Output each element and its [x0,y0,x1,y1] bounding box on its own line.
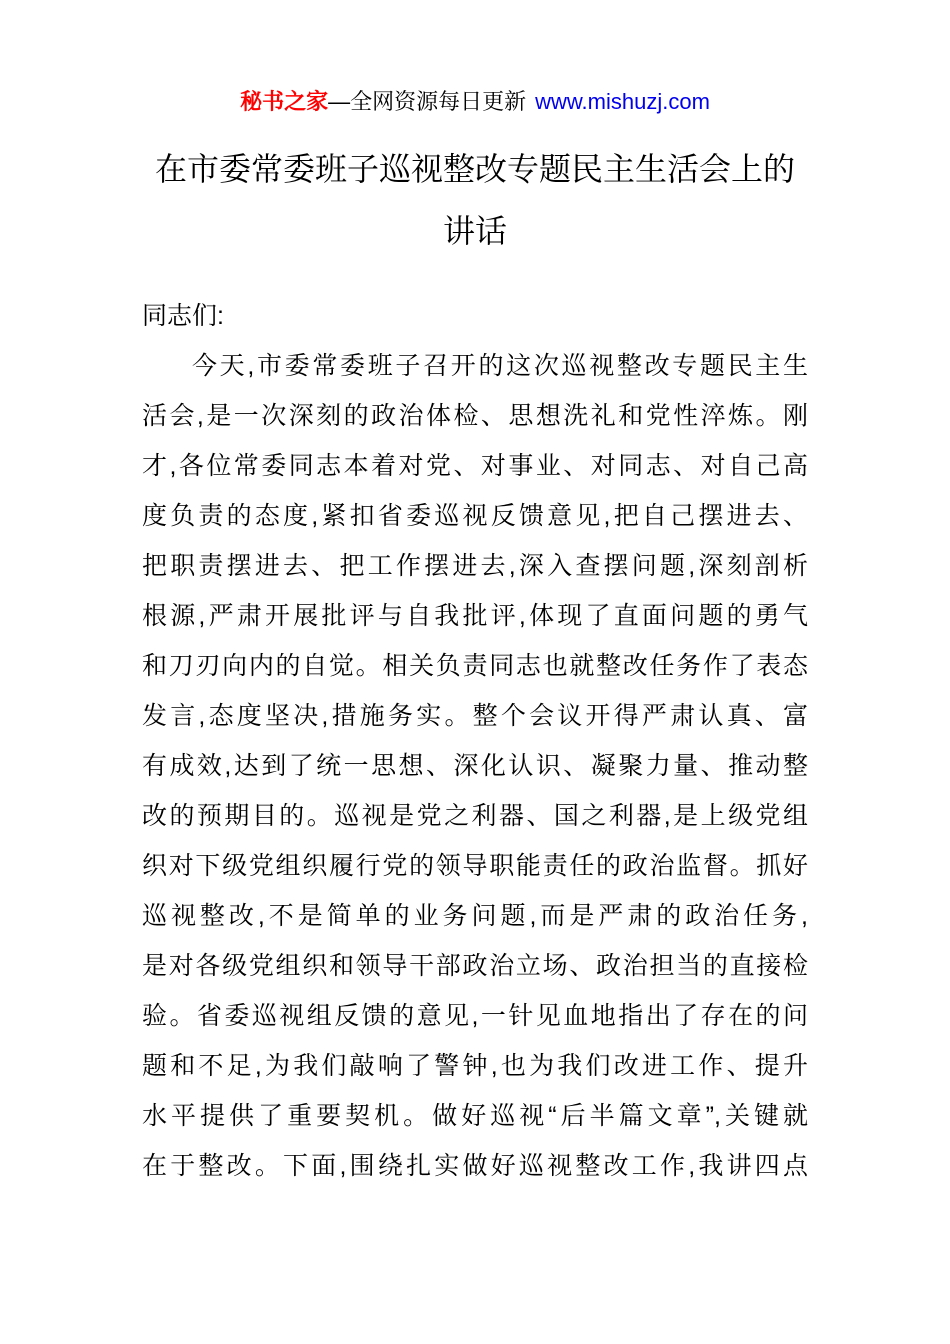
document-body [142,291,808,1191]
paragraph-line: 巡视整改,不是简单的业务问题,而是严肃的政治任务, [142,902,808,930]
paragraph-line: 发言,态度坚决,措施务实。整个会议开得严肃认真、富 [142,702,808,730]
paragraph-line: 今天,市委常委班子召开的这次巡视整改专题民主生 [192,352,808,380]
paragraph-line: 有成效,达到了统一思想、深化认识、凝聚力量、推动整 [142,752,808,780]
header-tagline: —全网资源每日更新 [328,89,527,114]
brand-name: 秘书之家 [240,89,329,114]
paragraph-line: 和刀刃向内的自觉。相关负责同志也就整改任务作了表态 [142,652,808,680]
paragraph-line: 水平提供了重要契机。做好巡视“后半篇文章”,关键就 [142,1102,808,1130]
site-url[interactable]: www.mishuzj.com [535,89,710,114]
paragraph-line: 验。省委巡视组反馈的意见,一针见血地指出了存在的问 [142,1002,808,1030]
paragraph-line: 是对各级党组织和领导干部政治立场、政治担当的直接检 [142,952,808,980]
paragraph-line: 改的预期目的。巡视是党之利器、国之利器,是上级党组 [142,802,808,830]
paragraph-line: 度负责的态度,紧扣省委巡视反馈意见,把自己摆进去、 [142,502,808,530]
paragraph-line: 织对下级党组织履行党的领导职能责任的政治监督。抓好 [142,852,808,880]
paragraph-line: 才,各位常委同志本着对党、对事业、对同志、对自己高 [142,452,808,480]
body-paragraph [142,341,808,1191]
salutation: 同志们: [142,302,224,330]
title-line: 讲话 [442,213,507,249]
title-line: 在市委常委班子巡视整改专题民主生活会上的 [154,151,795,187]
paragraph-line: 活会,是一次深刻的政治体检、思想洗礼和党性淬炼。刚 [142,402,808,430]
watermark-header [0,0,950,115]
paragraph-line: 在于整改。下面,围绕扎实做好巡视整改工作,我讲四点 [142,1152,808,1180]
paragraph-line: 题和不足,为我们敲响了警钟,也为我们改进工作、提升 [142,1052,808,1080]
document-title [142,138,808,262]
paragraph-line: 根源,严肃开展批评与自我批评,体现了直面问题的勇气 [142,602,808,630]
paragraph-line: 把职责摆进去、把工作摆进去,深入查摆问题,深刻剖析 [142,552,808,580]
